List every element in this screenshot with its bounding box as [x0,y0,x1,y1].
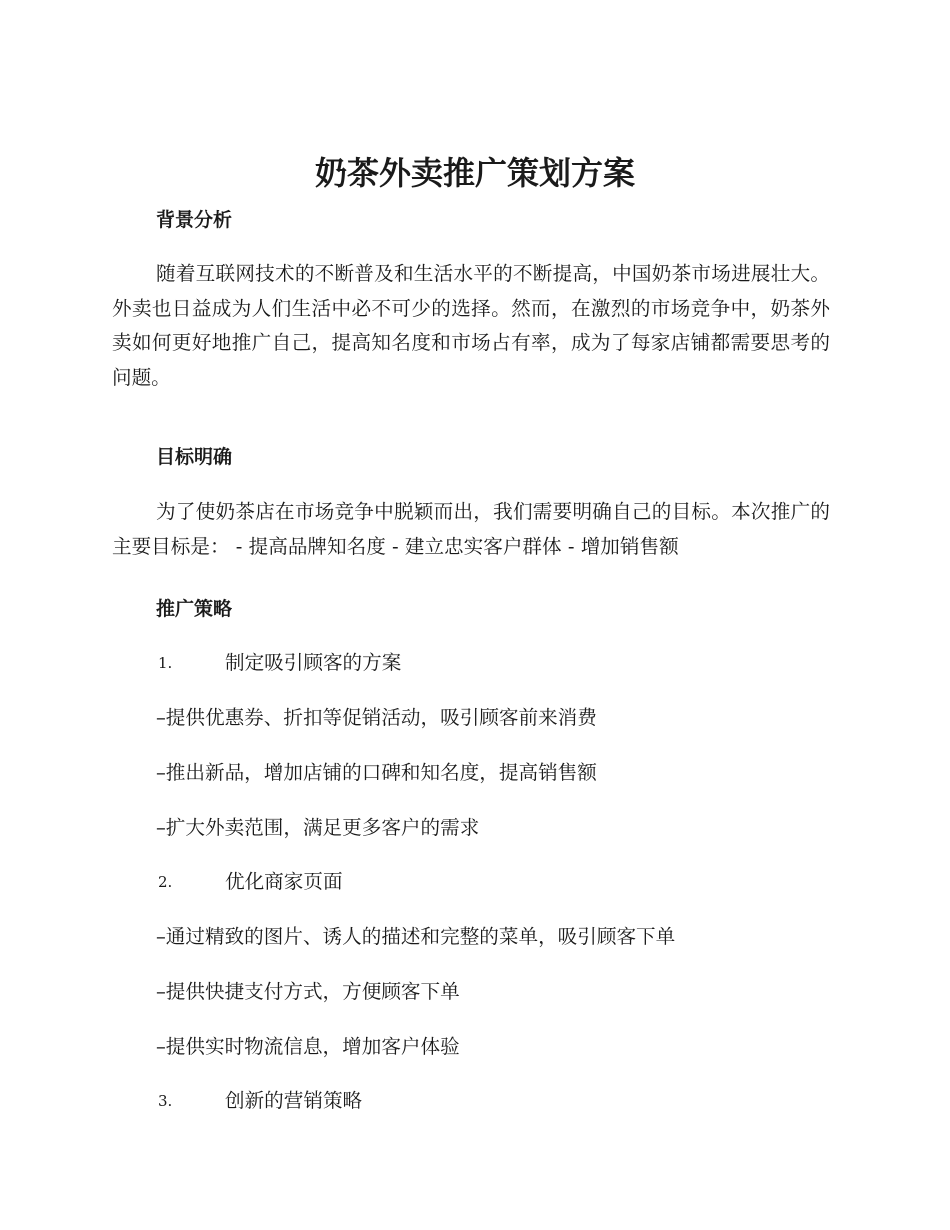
strategy-bullet: –提供快捷支付方式，方便顾客下单 [156,980,460,1003]
section-heading-strategy: 推广策略 [156,598,233,620]
strategy-bullet: –提供优惠券、折扣等促销活动，吸引顾客前来消费 [156,706,597,729]
strategy-bullet: –推出新品，增加店铺的口碑和知名度，提高销售额 [156,761,597,784]
strategy-bullet: –通过精致的图片、诱人的描述和完整的菜单，吸引顾客下单 [156,925,676,948]
strategy-bullet: –扩大外卖范围，满足更多客户的需求 [156,816,480,839]
section-paragraph-background: 随着互联网技术的不断普及和生活水平的不断提高，中国奶茶市场进展壮大。外卖也日益成为人们生活中必不可少的选择。然而，在激烈的市场竞争中，奶茶外卖如何更好地推广自己，提高知名度和市场占有率，成为了每家店铺都需要思考的问题。 [112,262,830,389]
section-heading-background: 背景分析 [156,209,233,231]
strategy-number: 2. [158,873,173,891]
strategy-title: 优化商家页面 [225,870,343,893]
section-heading-goals: 目标明确 [156,446,233,468]
strategy-bullet: –提供实时物流信息，增加客户体验 [156,1035,460,1058]
section-paragraph-goals: 为了使奶茶店在市场竞争中脱颖而出，我们需要明确自己的目标。本次推广的主要目标是： - 提高品牌知名度 - 建立忠实客户群体 - 增加销售额 [112,500,830,558]
strategy-title: 创新的营销策略 [225,1089,363,1112]
strategy-number: 3. [158,1092,173,1110]
document-title: 奶茶外卖推广策划方案 [314,154,635,192]
strategy-number: 1. [158,654,173,672]
strategy-title: 制定吸引顾客的方案 [225,651,402,674]
